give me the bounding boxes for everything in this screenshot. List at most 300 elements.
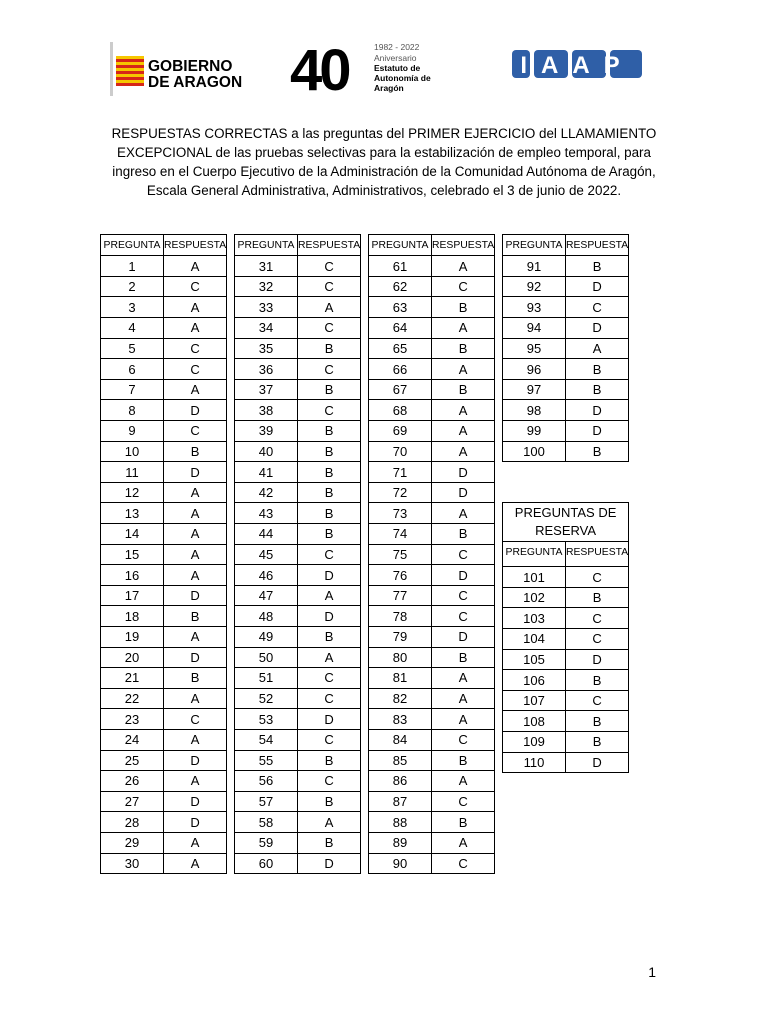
answer-letter: B (298, 482, 361, 503)
anniversary-number: 40 (290, 40, 349, 96)
table-row (235, 276, 361, 297)
answer-letter: D (432, 462, 495, 483)
question-number: 86 (369, 771, 432, 792)
question-number: 72 (369, 482, 432, 503)
answer-letter: A (164, 771, 227, 792)
question-number: 37 (235, 379, 298, 400)
answer-letter: A (164, 832, 227, 853)
table-row (101, 729, 227, 750)
answer-letter: D (432, 482, 495, 503)
question-number: 34 (235, 318, 298, 339)
answer-letter: C (298, 256, 361, 277)
answer-letter: D (298, 565, 361, 586)
question-number: 7 (101, 379, 164, 400)
table-row (235, 256, 361, 277)
question-number: 5 (101, 338, 164, 359)
question-number: 17 (101, 585, 164, 606)
answer-letter: B (298, 524, 361, 545)
answer-letter: D (432, 565, 495, 586)
answers-table-4 (502, 234, 629, 462)
question-number: 53 (235, 709, 298, 730)
question-number: 60 (235, 853, 298, 874)
question-number: 36 (235, 359, 298, 380)
answer-letter: B (298, 832, 361, 853)
column-header-pregunta: PREGUNTA (369, 235, 432, 256)
table-row (369, 709, 495, 730)
question-number: 71 (369, 462, 432, 483)
answer-letter: C (566, 690, 629, 711)
answer-letter: D (432, 626, 495, 647)
question-number: 74 (369, 524, 432, 545)
table-row (369, 318, 495, 339)
question-number: 102 (503, 587, 566, 608)
table-row (235, 791, 361, 812)
question-number: 44 (235, 524, 298, 545)
question-number: 15 (101, 544, 164, 565)
table-row (369, 585, 495, 606)
page-number: 1 (648, 964, 656, 980)
question-number: 48 (235, 606, 298, 627)
question-number: 103 (503, 608, 566, 629)
question-number: 77 (369, 585, 432, 606)
answer-letter: B (566, 256, 629, 277)
table-row (101, 832, 227, 853)
answer-letter: A (164, 503, 227, 524)
table-row (503, 711, 629, 732)
table-row (369, 297, 495, 318)
answer-letter: C (298, 359, 361, 380)
table-row (101, 462, 227, 483)
table-row (235, 503, 361, 524)
question-number: 73 (369, 503, 432, 524)
question-number: 96 (503, 359, 566, 380)
table-row (369, 276, 495, 297)
question-number: 31 (235, 256, 298, 277)
answer-letter: A (164, 318, 227, 339)
answer-letter: B (298, 421, 361, 442)
table-row (369, 812, 495, 833)
answer-letter: A (298, 297, 361, 318)
question-number: 66 (369, 359, 432, 380)
answer-letter: B (164, 441, 227, 462)
question-number: 101 (503, 567, 566, 588)
table-row (369, 832, 495, 853)
question-number: 91 (503, 256, 566, 277)
table-row (101, 297, 227, 318)
answer-letter: A (164, 565, 227, 586)
answer-letter: D (298, 709, 361, 730)
answer-letter: D (566, 649, 629, 670)
table-row (503, 256, 629, 277)
table-row (101, 421, 227, 442)
question-number: 90 (369, 853, 432, 874)
question-number: 63 (369, 297, 432, 318)
table-row (503, 297, 629, 318)
question-number: 6 (101, 359, 164, 380)
answer-letter: C (298, 276, 361, 297)
question-number: 43 (235, 503, 298, 524)
question-number: 50 (235, 647, 298, 668)
table-row (101, 647, 227, 668)
answer-letter: D (566, 421, 629, 442)
answer-letter: B (432, 812, 495, 833)
answer-letter: B (164, 668, 227, 689)
answer-letter: C (566, 297, 629, 318)
question-number: 70 (369, 441, 432, 462)
table-row (235, 668, 361, 689)
reserve-questions-table (502, 502, 629, 773)
question-number: 56 (235, 771, 298, 792)
answer-letter: D (566, 400, 629, 421)
question-number: 29 (101, 832, 164, 853)
anniversary-line3: Autonomía de (374, 73, 431, 83)
table-header-row (503, 542, 629, 563)
answer-letter: A (432, 771, 495, 792)
table-row (101, 276, 227, 297)
table-row (503, 752, 629, 773)
table-row (235, 338, 361, 359)
table-row (503, 359, 629, 380)
question-number: 89 (369, 832, 432, 853)
question-number: 58 (235, 812, 298, 833)
table-header-row (503, 235, 629, 256)
table-row (369, 544, 495, 565)
table-row (369, 482, 495, 503)
table-row (235, 771, 361, 792)
question-number: 18 (101, 606, 164, 627)
reserve-title: PREGUNTAS DE RESERVA (503, 503, 629, 542)
answer-letter: B (298, 791, 361, 812)
question-number: 106 (503, 670, 566, 691)
answer-letter: A (432, 709, 495, 730)
answer-letter: C (432, 276, 495, 297)
question-number: 83 (369, 709, 432, 730)
table-row (101, 441, 227, 462)
answer-letter: B (566, 670, 629, 691)
answer-letter: A (164, 297, 227, 318)
table-row (235, 585, 361, 606)
question-number: 105 (503, 649, 566, 670)
answer-letter: A (432, 832, 495, 853)
question-number: 57 (235, 791, 298, 812)
question-number: 69 (369, 421, 432, 442)
table-row (369, 256, 495, 277)
answer-letter: B (298, 750, 361, 771)
answer-letter: C (432, 853, 495, 874)
question-number: 42 (235, 482, 298, 503)
answer-letter: A (298, 585, 361, 606)
question-number: 46 (235, 565, 298, 586)
table-row (101, 524, 227, 545)
answer-letter: D (164, 462, 227, 483)
answer-letter: B (298, 338, 361, 359)
table-row (503, 732, 629, 753)
question-number: 26 (101, 771, 164, 792)
answer-letter: C (298, 544, 361, 565)
table-row (235, 688, 361, 709)
table-row (369, 400, 495, 421)
column-header-respuesta: RESPUESTA (164, 235, 227, 256)
column-header-pregunta: PREGUNTA (101, 235, 164, 256)
table-row (369, 338, 495, 359)
answer-letter: A (164, 688, 227, 709)
answer-letter: A (298, 812, 361, 833)
table-row (101, 379, 227, 400)
answer-letter: B (566, 359, 629, 380)
answers-table-2 (234, 234, 361, 874)
table-row (369, 771, 495, 792)
answer-letter: D (566, 318, 629, 339)
table-row (369, 626, 495, 647)
question-number: 67 (369, 379, 432, 400)
table-row (101, 482, 227, 503)
question-number: 107 (503, 690, 566, 711)
question-number: 23 (101, 709, 164, 730)
reserve-title-row (503, 503, 629, 542)
table-row (503, 421, 629, 442)
column-header-respuesta: RESPUESTA (566, 235, 629, 256)
question-number: 88 (369, 812, 432, 833)
question-number: 109 (503, 732, 566, 753)
answer-letter: B (566, 441, 629, 462)
question-number: 9 (101, 421, 164, 442)
column-header-respuesta: RESPUESTA (298, 235, 361, 256)
question-number: 54 (235, 729, 298, 750)
question-number: 24 (101, 729, 164, 750)
table-row (101, 750, 227, 771)
table-row (235, 379, 361, 400)
answer-letter: C (432, 585, 495, 606)
table-row (369, 524, 495, 545)
table-row (369, 688, 495, 709)
answer-letter: C (432, 544, 495, 565)
table-row (503, 649, 629, 670)
table-row (369, 606, 495, 627)
table-row (101, 668, 227, 689)
question-number: 75 (369, 544, 432, 565)
question-number: 30 (101, 853, 164, 874)
question-number: 8 (101, 400, 164, 421)
question-number: 21 (101, 668, 164, 689)
iaap-logo (512, 48, 642, 80)
answer-letter: B (432, 524, 495, 545)
aragon-flag-icon (116, 56, 144, 86)
table-row (235, 421, 361, 442)
answer-letter: A (164, 626, 227, 647)
table-row (503, 441, 629, 462)
column-header-respuesta: RESPUESTA (432, 235, 495, 256)
table-row (369, 750, 495, 771)
question-number: 25 (101, 750, 164, 771)
question-number: 61 (369, 256, 432, 277)
table-row (503, 690, 629, 711)
answer-letter: C (298, 318, 361, 339)
answer-letter: C (432, 606, 495, 627)
answer-letter: B (298, 441, 361, 462)
question-number: 47 (235, 585, 298, 606)
answer-letter: A (432, 359, 495, 380)
question-number: 68 (369, 400, 432, 421)
table-row (369, 441, 495, 462)
table-header-row (101, 235, 227, 256)
question-number: 108 (503, 711, 566, 732)
table-row (101, 565, 227, 586)
question-number: 27 (101, 791, 164, 812)
table-row (235, 400, 361, 421)
answer-letter: D (298, 606, 361, 627)
table-row (503, 629, 629, 650)
table-row (235, 626, 361, 647)
question-number: 38 (235, 400, 298, 421)
table-row (235, 812, 361, 833)
question-number: 22 (101, 688, 164, 709)
question-number: 95 (503, 338, 566, 359)
question-number: 14 (101, 524, 164, 545)
table-row (235, 441, 361, 462)
answer-letter: C (298, 668, 361, 689)
question-number: 19 (101, 626, 164, 647)
answer-letter: C (164, 709, 227, 730)
answer-letter: D (298, 853, 361, 874)
question-number: 93 (503, 297, 566, 318)
answer-letter: D (164, 791, 227, 812)
question-number: 79 (369, 626, 432, 647)
question-number: 59 (235, 832, 298, 853)
question-number: 84 (369, 729, 432, 750)
answer-letter: B (432, 297, 495, 318)
question-number: 62 (369, 276, 432, 297)
answer-letter: C (164, 276, 227, 297)
question-number: 11 (101, 462, 164, 483)
answer-letter: C (432, 729, 495, 750)
table-row (369, 462, 495, 483)
question-number: 100 (503, 441, 566, 462)
table-row (235, 606, 361, 627)
question-number: 33 (235, 297, 298, 318)
anniversary-line1: Aniversario (374, 53, 417, 63)
answer-letter: A (164, 544, 227, 565)
table-row (503, 276, 629, 297)
question-number: 78 (369, 606, 432, 627)
question-number: 87 (369, 791, 432, 812)
table-row (369, 421, 495, 442)
table-row (101, 585, 227, 606)
question-number: 12 (101, 482, 164, 503)
answer-letter: B (566, 587, 629, 608)
table-row (235, 482, 361, 503)
answer-letter: A (432, 688, 495, 709)
answer-letter: D (164, 585, 227, 606)
answer-letter: A (164, 853, 227, 874)
question-number: 81 (369, 668, 432, 689)
answer-letter: D (164, 812, 227, 833)
table-row (235, 853, 361, 874)
answer-letter: A (432, 318, 495, 339)
answer-letter: B (432, 338, 495, 359)
anniversary-line4: Aragón (374, 83, 404, 93)
answers-table-1 (100, 234, 227, 874)
answer-letter: B (566, 379, 629, 400)
table-row (235, 462, 361, 483)
question-number: 85 (369, 750, 432, 771)
document-title: RESPUESTAS CORRECTAS a las preguntas del PRIMER EJERCICIO del LLAMAMIENTO EXCEPCIONAL de las pruebas selectivas para la estabilización de empleo temporal, para ingreso en el Cuerpo Ejecutivo de la Administración de la Comunidad Autónoma de Aragón, Escala General Administrativa, Administrativos, celebrado el 3 de junio de 2022. (111, 126, 657, 198)
question-number: 10 (101, 441, 164, 462)
answer-letter: B (432, 647, 495, 668)
table-row (369, 359, 495, 380)
answer-letter: A (432, 256, 495, 277)
question-number: 4 (101, 318, 164, 339)
answer-letter: C (298, 729, 361, 750)
column-header-respuesta: RESPUESTA (566, 542, 629, 563)
table-row (235, 750, 361, 771)
answer-letter: D (566, 276, 629, 297)
table-row (369, 668, 495, 689)
answer-letter: C (164, 359, 227, 380)
table-row (235, 729, 361, 750)
table-row (101, 812, 227, 833)
question-number: 16 (101, 565, 164, 586)
table-row (235, 647, 361, 668)
question-number: 55 (235, 750, 298, 771)
answer-letter: A (164, 524, 227, 545)
answer-letter: B (298, 503, 361, 524)
answer-letter: B (566, 711, 629, 732)
table-row (101, 544, 227, 565)
question-number: 13 (101, 503, 164, 524)
answer-letter: D (164, 750, 227, 771)
answer-letter: B (432, 379, 495, 400)
table-row (235, 832, 361, 853)
table-row (101, 503, 227, 524)
question-number: 39 (235, 421, 298, 442)
answer-letter: B (298, 379, 361, 400)
table-header-row (235, 235, 361, 256)
table-row (503, 567, 629, 588)
table-row (503, 338, 629, 359)
answer-letter: B (566, 732, 629, 753)
answer-letter: A (164, 379, 227, 400)
table-row (101, 626, 227, 647)
question-number: 51 (235, 668, 298, 689)
table-row (369, 379, 495, 400)
table-row (101, 400, 227, 421)
answer-letter: C (566, 567, 629, 588)
answer-letter: A (566, 338, 629, 359)
answer-letter: A (164, 729, 227, 750)
question-number: 41 (235, 462, 298, 483)
anniversary-years: 1982 - 2022 (374, 42, 420, 52)
answer-letter: D (164, 400, 227, 421)
table-row (101, 771, 227, 792)
question-number: 94 (503, 318, 566, 339)
answer-letter: C (298, 771, 361, 792)
answer-letter: D (164, 647, 227, 668)
question-number: 97 (503, 379, 566, 400)
answer-letter: B (298, 626, 361, 647)
table-row (369, 791, 495, 812)
table-row (503, 670, 629, 691)
anniversary-line2: Estatuto de (374, 63, 421, 73)
table-row (101, 688, 227, 709)
table-header-row (369, 235, 495, 256)
question-number: 32 (235, 276, 298, 297)
question-number: 76 (369, 565, 432, 586)
column-header-pregunta: PREGUNTA (503, 235, 566, 256)
answer-letter: C (432, 791, 495, 812)
answer-letter: A (432, 503, 495, 524)
answers-table-3 (368, 234, 495, 874)
answer-letter: C (566, 608, 629, 629)
